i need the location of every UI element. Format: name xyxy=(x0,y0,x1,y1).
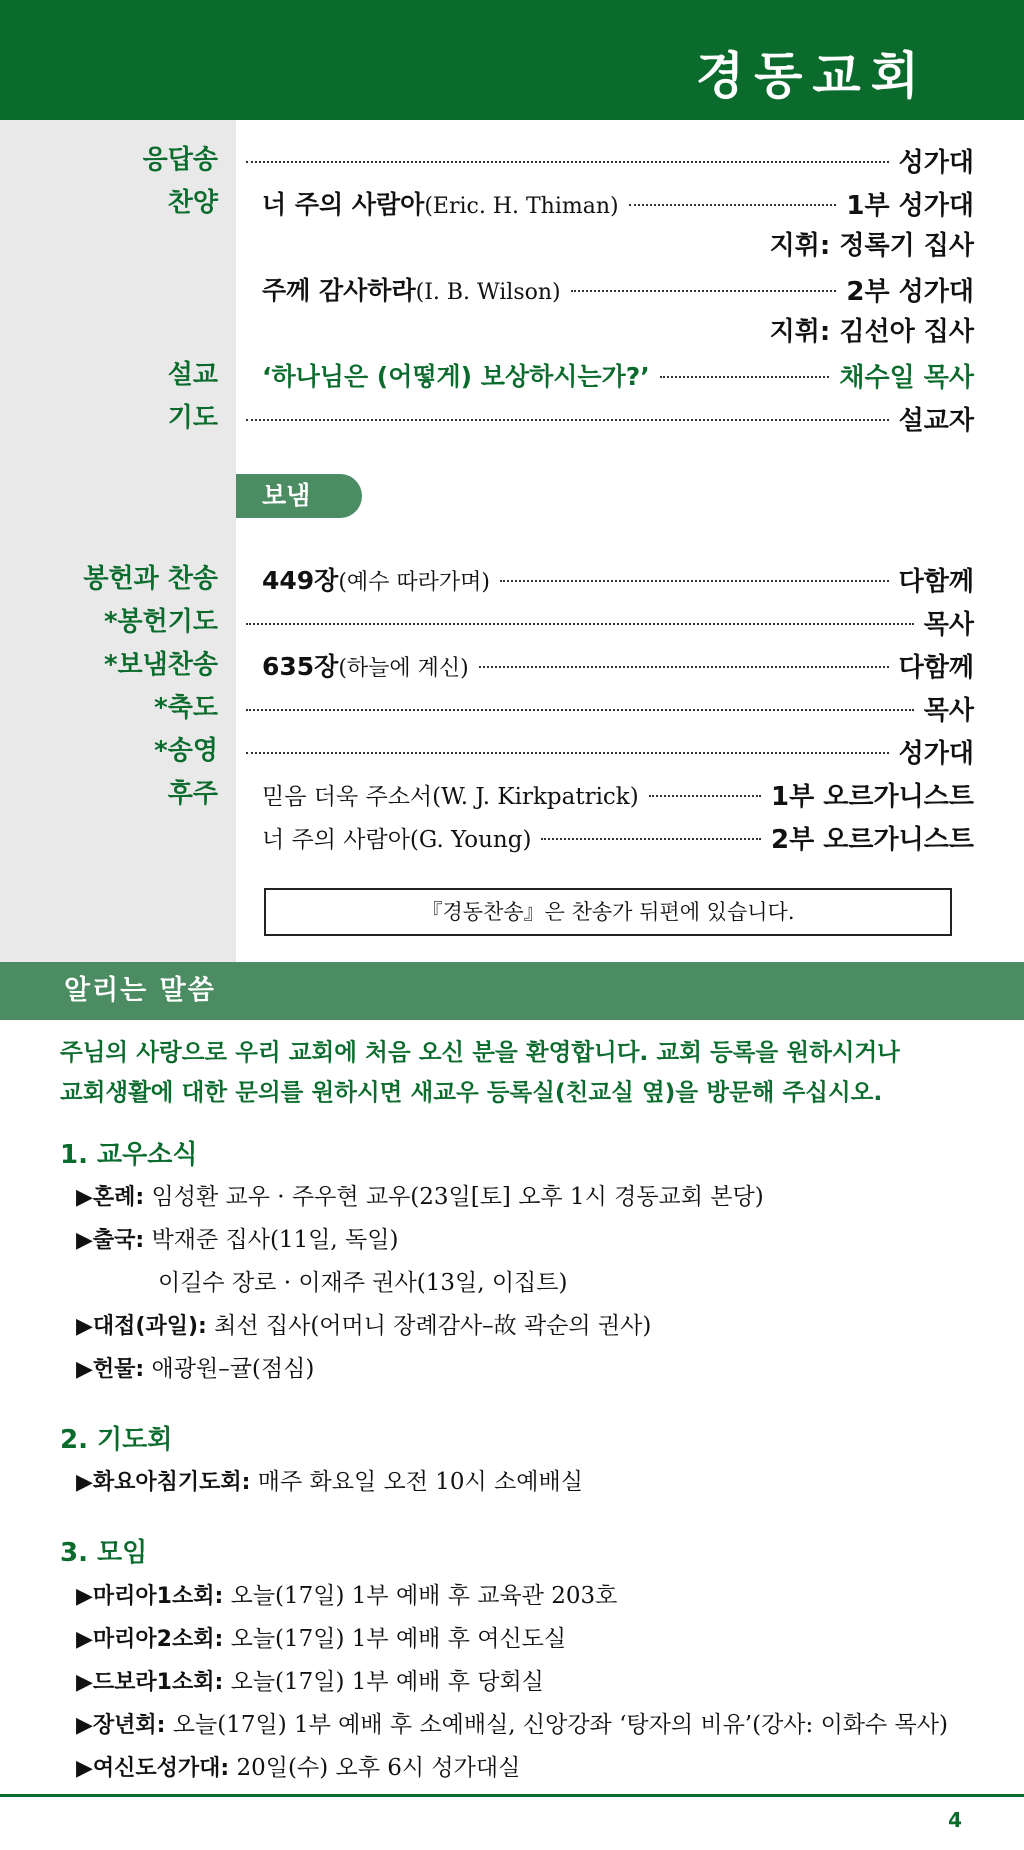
footer-rule xyxy=(0,1794,1024,1797)
order-label: *송영 xyxy=(154,736,218,766)
hymn: 449장(예수 따라가며) xyxy=(262,566,491,595)
section-title: 3. 모임 xyxy=(60,1538,148,1568)
order-postlude-second xyxy=(0,817,1024,857)
order-leader: 성가대 xyxy=(898,738,974,769)
announcements-title: 알리는 말씀 xyxy=(64,975,216,1006)
order-offering-prayer xyxy=(0,602,1024,642)
church-logo: 경동교회 xyxy=(695,47,929,105)
order-leader: 1부 오르가니스트 xyxy=(771,781,974,812)
song-title: 주께 감사하라(I. B. Wilson) xyxy=(262,276,561,305)
announcement-item: ▶마리아1소회: 오늘(17일) 1부 예배 후 교육관 203호 xyxy=(76,1583,618,1609)
announcement-item: ▶장년회: 오늘(17일) 1부 예배 후 소예배실, 신앙강좌 ‘탕자의 비유’(강사: 이화수 목사) xyxy=(76,1712,948,1738)
leader-dots xyxy=(660,376,830,378)
order-leader: 다함께 xyxy=(898,566,974,597)
announcement-item: ▶혼례: 임성환 교우 · 주우현 교우(23일[토] 오후 1시 경동교회 본당) xyxy=(76,1184,764,1210)
order-postlude-first xyxy=(0,774,1024,814)
order-leader: 설교자 xyxy=(898,405,974,436)
order-leader: 성가대 xyxy=(898,147,974,178)
leader-dots xyxy=(246,419,889,421)
order-anthem-second-conductor xyxy=(0,312,1024,352)
hymn: 635장(하늘에 계신) xyxy=(262,652,469,681)
order-sending-hymn xyxy=(0,645,1024,685)
leader-dots xyxy=(541,838,761,840)
announcement-item: ▶헌물: 애광원–귤(점심) xyxy=(76,1356,315,1382)
order-label: 봉헌과 찬송 xyxy=(83,564,218,594)
order-anthem-first xyxy=(0,183,1024,223)
conductor: 지휘: 김선아 집사 xyxy=(769,317,974,347)
welcome-message: 주님의 사랑으로 우리 교회에 처음 오신 분을 환영합니다. 교회 등록을 원하시거나 교회생활에 대한 문의를 원하시면 새교우 등록실(친교실 옆)을 방문해 주십시오. xyxy=(60,1038,900,1106)
announcement-item: ▶마리아2소회: 오늘(17일) 1부 예배 후 여신도실 xyxy=(76,1626,567,1652)
postlude-piece: 믿음 더욱 주소서(W. J. Kirkpatrick) xyxy=(262,783,639,810)
order-label: *보냄찬송 xyxy=(103,650,218,680)
order-label: 설교 xyxy=(167,360,218,390)
announcement-item: ▶여신도성가대: 20일(수) 오후 6시 성가대실 xyxy=(76,1755,521,1781)
order-offering xyxy=(0,559,1024,599)
order-anthem-first-conductor xyxy=(0,226,1024,266)
order-leader: 목사 xyxy=(923,609,974,640)
order-prayer xyxy=(0,398,1024,438)
order-label: *봉헌기도 xyxy=(103,607,218,637)
announcements-band xyxy=(0,962,1024,1020)
order-leader: 목사 xyxy=(923,695,974,726)
leader-dots xyxy=(500,580,889,582)
order-response xyxy=(0,140,1024,180)
order-label: 후주 xyxy=(167,779,218,809)
order-leader: 2부 성가대 xyxy=(846,276,974,307)
announcement-item: ▶화요아침기도회: 매주 화요일 오전 10시 소예배실 xyxy=(76,1469,583,1495)
postlude-piece: 너 주의 사람아(G. Young) xyxy=(262,826,532,853)
order-label: 응답송 xyxy=(142,145,218,175)
leader-dots xyxy=(649,795,761,797)
order-leader: 2부 오르가니스트 xyxy=(771,824,974,855)
order-doxology xyxy=(0,731,1024,771)
leader-dots xyxy=(246,623,914,625)
order-label: *축도 xyxy=(154,693,218,723)
page-number: 4 xyxy=(948,1808,962,1832)
leader-dots xyxy=(571,290,837,292)
order-benediction xyxy=(0,688,1024,728)
announcement-item: ▶드보라1소회: 오늘(17일) 1부 예배 후 당회실 xyxy=(76,1669,544,1695)
announcement-item: 이길수 장로 · 이재주 권사(13일, 이집트) xyxy=(158,1270,568,1296)
sending-badge: 보냄 xyxy=(236,474,362,518)
announcement-item: ▶대접(과일): 최선 집사(어머니 장례감사–故 곽순의 권사) xyxy=(76,1313,652,1339)
leader-dots xyxy=(246,161,889,163)
order-leader: 1부 성가대 xyxy=(846,190,974,221)
order-label: 기도 xyxy=(167,403,218,433)
section-title: 1. 교우소식 xyxy=(60,1140,198,1170)
leader-dots xyxy=(479,666,889,668)
song-title: 너 주의 사람아(Eric. H. Thiman) xyxy=(262,190,619,219)
sermon-title: ‘하나님은 (어떻게) 보상하시는가?’ xyxy=(262,362,650,391)
section-title: 2. 기도회 xyxy=(60,1425,173,1455)
announcement-item: ▶출국: 박재준 집사(11일, 독일) xyxy=(76,1227,399,1253)
preacher: 채수일 목사 xyxy=(839,362,974,393)
order-leader: 다함께 xyxy=(898,652,974,683)
order-sermon xyxy=(0,355,1024,395)
order-anthem-second xyxy=(0,269,1024,309)
hymnal-note: 『경동찬송』은 찬송가 뒤편에 있습니다. xyxy=(264,888,952,936)
leader-dots xyxy=(629,204,837,206)
leader-dots xyxy=(246,709,914,711)
conductor: 지휘: 정록기 집사 xyxy=(769,231,974,261)
order-label: 찬양 xyxy=(167,188,218,218)
leader-dots xyxy=(246,752,889,754)
header-bar xyxy=(0,0,1024,120)
